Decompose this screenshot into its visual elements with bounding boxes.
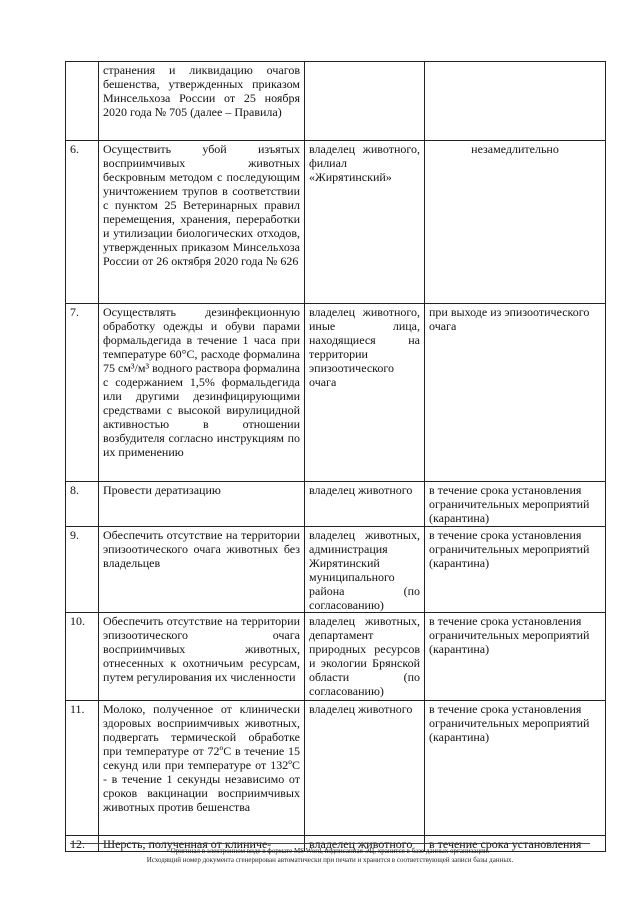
row-term: в течение срока установления ограничительных мероприятий (карантина) bbox=[425, 482, 606, 527]
table-row bbox=[66, 141, 606, 304]
row-action: Обеспечить отсутствие на территории эпизоотического очага восприимчивых животных, отнесенных к охотничьим ресурсам, путем регулирования их численности bbox=[99, 613, 305, 701]
row-action: Провести дератизацию bbox=[99, 482, 305, 527]
row-number: 10. bbox=[66, 613, 99, 701]
row-action: Шерсть, полученная от клиниче- bbox=[99, 836, 305, 852]
row-term: в течение срока установления ограничительных мероприятий (карантина) bbox=[425, 701, 606, 836]
footer-original-note: Оригинал в электронном виде в формате MS Word, подписанная ЭЦ, хранится в базе данных организации. bbox=[170, 847, 490, 855]
document-footer bbox=[70, 843, 590, 865]
row-responsible: владелец животных, департамент природных ресурсов и экологии Брянской области (по согласованию) bbox=[305, 613, 425, 701]
row-responsible: владелец животного, филиал «Жирятинский» bbox=[305, 141, 425, 304]
table-row bbox=[66, 304, 606, 482]
row-term: в течение срока установления ограничительных мероприятий (карантина) bbox=[425, 527, 606, 613]
table-row bbox=[66, 482, 606, 527]
row-responsible: владелец животного bbox=[305, 836, 425, 852]
table-row bbox=[66, 701, 606, 836]
row-term: незамедлительно bbox=[425, 141, 606, 304]
row-number: 11. bbox=[66, 701, 99, 836]
footer-number-note: Исходящий номер документа сгенерирован автоматически при печати и хранится в соответствующей записи базы данных. bbox=[146, 856, 514, 864]
row-responsible: владелец животных, администрация Жирятинский муниципального района (по согласованию) bbox=[305, 527, 425, 613]
row-action: Осуществлять дезинфекционную обработку одежды и обуви парами формальдегида в течение 1 часа при температуре 60°С, расходе формалина 75 см³/м³ водного раствора формалина с содержанием 1,5% формальдегида или другими дезинфицирующими средствами с высокой вирулицидной активностью в отношении возбудителя согласно инструкциям по их применению bbox=[99, 304, 305, 482]
row-number bbox=[66, 62, 99, 141]
row-responsible: владелец животного bbox=[305, 701, 425, 836]
row-action: странения и ликвидацию очагов бешенства, утвержденных приказом Минсельхоза России от 25 ноября 2020 года № 705 (далее – Правила) bbox=[99, 62, 305, 141]
row-term: при выходе из эпизоотического очага bbox=[425, 304, 606, 482]
row-term: в течение срока установления bbox=[425, 836, 606, 852]
row-number: 6. bbox=[66, 141, 99, 304]
row-action: Молоко, полученное от клинически здоровых восприимчивых животных, подвергать термической обработке при температуре от 72ºС в течение 15 секунд или при температуре от 132ºС - в течение 1 секунды независимо от сроков вакцинации восприимчивых животных против бешенства bbox=[99, 701, 305, 836]
row-action: Осуществить убой изъятых восприимчивых животных бескровным методом с последующим уничтожением трупов в соответствии с пунктом 25 Ветеринарных правил перемещения, хранения, переработки и утилизации биологических отходов, утвержденных приказом Минсельхоза России от 26 октября 2020 года № 626 bbox=[99, 141, 305, 304]
row-action: Обеспечить отсутствие на территории эпизоотического очага животных без владельцев bbox=[99, 527, 305, 613]
row-responsible: владелец животного, иные лица, находящиеся на территории эпизоотического очага bbox=[305, 304, 425, 482]
measures-table bbox=[65, 61, 606, 852]
row-responsible: владелец животного bbox=[305, 482, 425, 527]
row-number: 12. bbox=[66, 836, 99, 852]
row-number: 7. bbox=[66, 304, 99, 482]
row-responsible bbox=[305, 62, 425, 141]
row-number: 9. bbox=[66, 527, 99, 613]
row-number: 8. bbox=[66, 482, 99, 527]
table-row bbox=[66, 62, 606, 141]
row-term: в течение срока установления ограничительных мероприятий (карантина) bbox=[425, 613, 606, 701]
table-row bbox=[66, 613, 606, 701]
row-term bbox=[425, 62, 606, 141]
table-row bbox=[66, 527, 606, 613]
